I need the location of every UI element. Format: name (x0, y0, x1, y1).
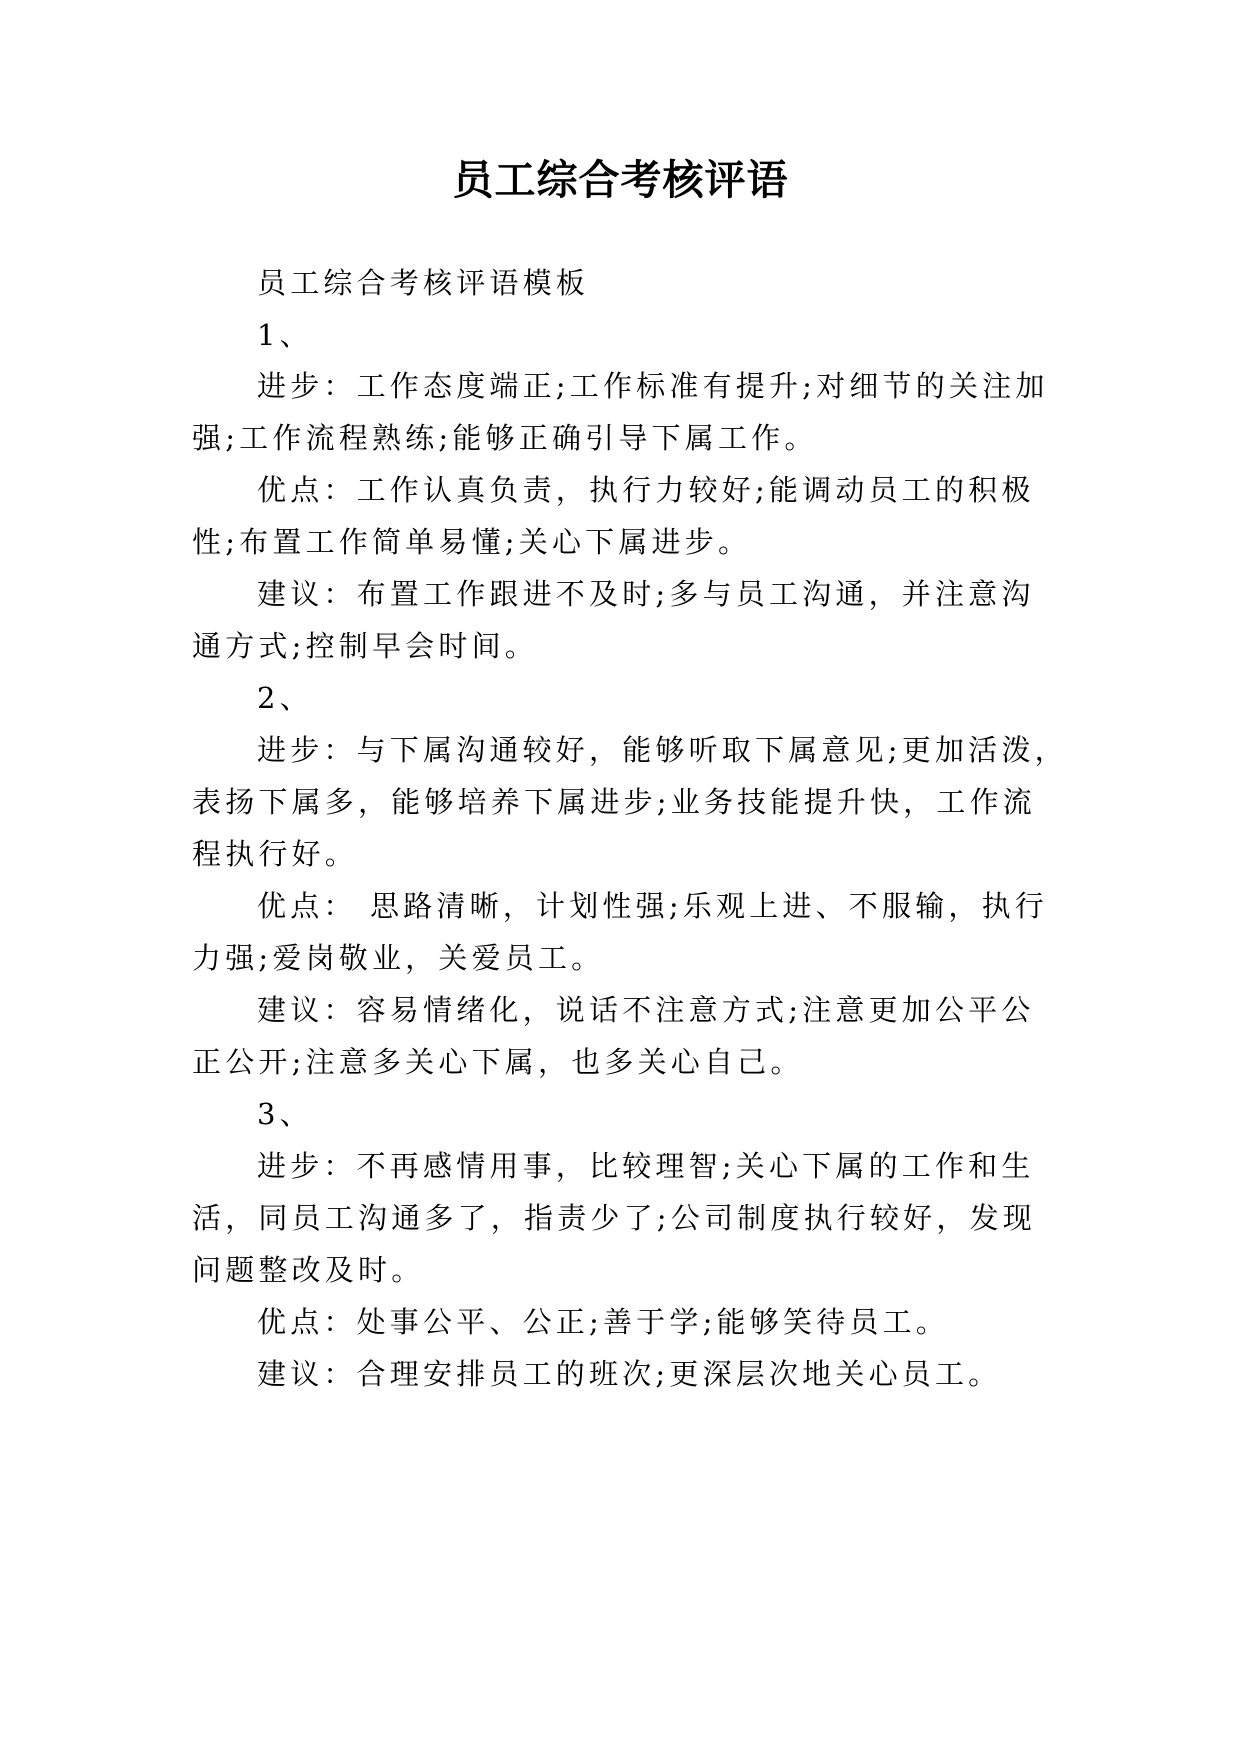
item-number-3: 3、 (257, 1097, 313, 1131)
paragraph-line: 建议：布置工作跟进不及时;多与员工沟通，并注意沟 (257, 577, 1035, 611)
paragraph-line: 优点：处事公平、公正;善于学;能够笑待员工。 (257, 1305, 949, 1339)
paragraph-line: 优点： 思路清晰，计划性强;乐观上进、不服输，执行 (257, 889, 1048, 923)
paragraph-line: 表扬下属多，能够培养下属进步;业务技能提升快，工作流 (192, 785, 1036, 819)
paragraph-line: 进步：与下属沟通较好，能够听取下属意见;更加活泼， (257, 733, 1068, 767)
paragraph-line: 性;布置工作简单易懂;关心下属进步。 (192, 525, 752, 559)
paragraph-line: 问题整改及时。 (192, 1253, 425, 1287)
item-number-1: 1、 (257, 318, 313, 352)
section-heading: 员工综合考核评语模板 (257, 266, 590, 300)
paragraph-line: 正公开;注意多关心下属，也多关心自己。 (192, 1045, 804, 1079)
paragraph-line: 进步：工作态度端正;工作标准有提升;对细节的关注加 (257, 369, 1049, 403)
paragraph-line: 通方式;控制早会时间。 (192, 629, 538, 663)
paragraph-line: 力强;爱岗敬业，关爱员工。 (192, 941, 605, 975)
paragraph-line: 优点：工作认真负责，执行力较好;能调动员工的积极 (257, 473, 1035, 507)
paragraph-line: 建议：合理安排员工的班次;更深层次地关心员工。 (257, 1357, 1002, 1391)
item-number-2: 2、 (257, 681, 313, 715)
paragraph-line: 活，同员工沟通多了，指责少了;公司制度执行较好，发现 (192, 1201, 1036, 1235)
paragraph-line: 进步：不再感情用事，比较理智;关心下属的工作和生 (257, 1149, 1035, 1183)
paragraph-line: 建议：容易情绪化，说话不注意方式;注意更加公平公 (257, 993, 1035, 1027)
paragraph-line: 强;工作流程熟练;能够正确引导下属工作。 (192, 421, 818, 455)
paragraph-line: 程执行好。 (192, 837, 359, 871)
document-title: 员工综合考核评语 (452, 156, 789, 204)
